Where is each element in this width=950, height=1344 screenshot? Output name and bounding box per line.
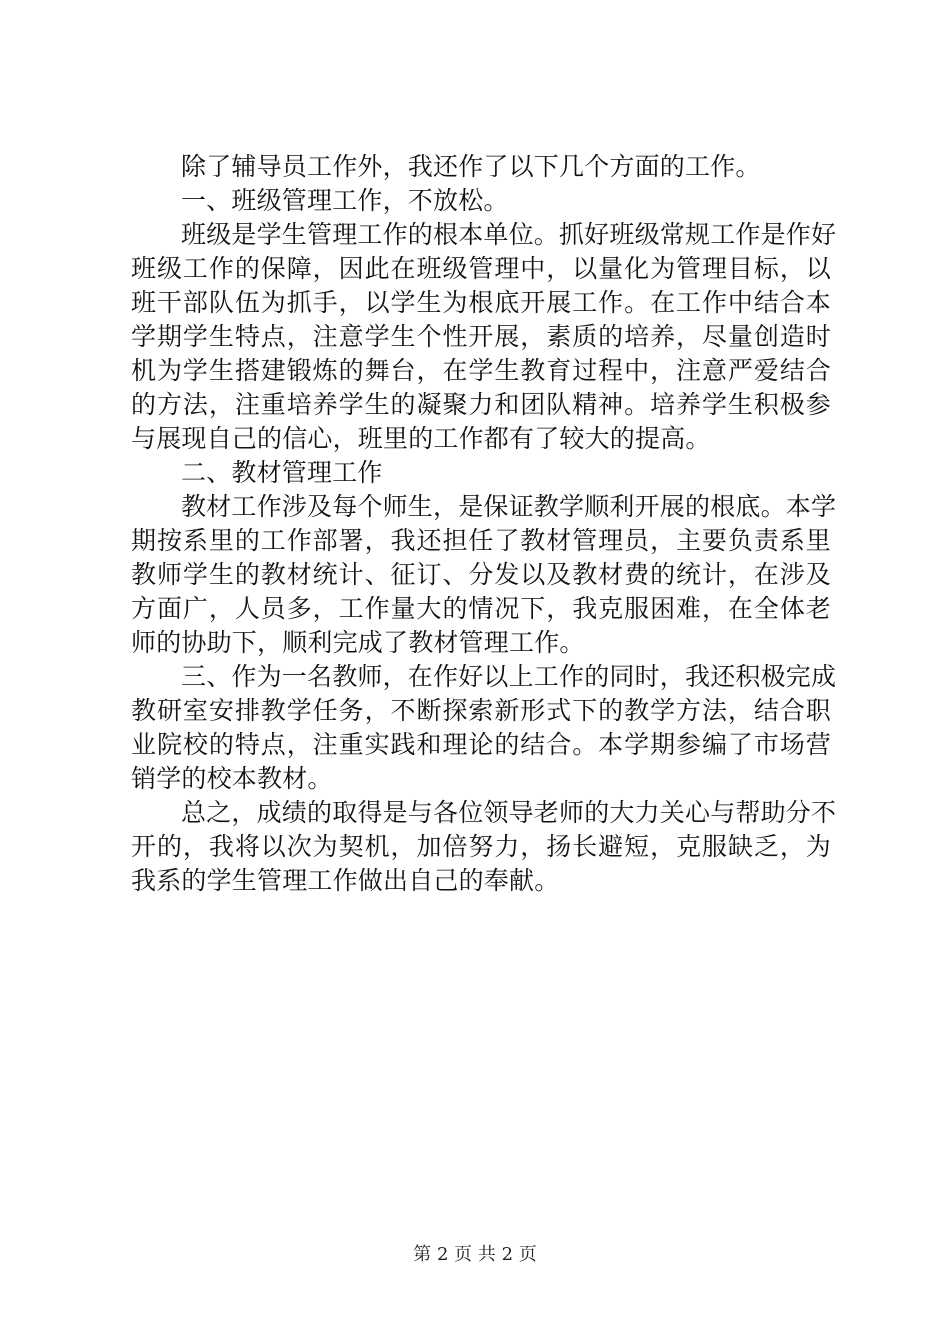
paragraph-summary-line: 总之，成绩的取得是与各位领导老师的大力关心与帮助分不 [181, 798, 837, 827]
paragraph-intro: 除了辅导员工作外，我还作了以下几个方面的工作。 [181, 152, 761, 181]
paragraph-textbook-line: 期按系里的工作部署，我还担任了教材管理员，主要负责系里 [131, 526, 831, 555]
paragraph-class-management-line: 的方法，注重培养学生的凝聚力和团队精神。培养学生积极参 [131, 390, 831, 419]
paragraph-textbook-line: 方面广，人员多，工作量大的情况下，我克服困难，在全体老 [131, 594, 831, 623]
paragraph-class-management-line: 班级工作的保障，因此在班级管理中，以量化为管理目标，以 [131, 254, 831, 283]
paragraph-summary-line: 开的，我将以次为契机，加倍努力，扬长避短，克服缺乏，为 [131, 832, 831, 861]
heading-textbook-management: 二、教材管理工作 [181, 458, 383, 487]
paragraph-teaching-line: 销学的校本教材。 [131, 764, 333, 793]
paragraph-class-management-line: 班干部队伍为抓手，以学生为根底开展工作。在工作中结合本 [131, 288, 831, 317]
paragraph-teaching-line: 教研室安排教学任务，不断探索新形式下的教学方法，结合职 [131, 696, 831, 725]
paragraph-summary-line: 我系的学生管理工作做出自己的奉献。 [131, 866, 560, 895]
paragraph-textbook-line: 师的协助下，顺利完成了教材管理工作。 [131, 628, 585, 657]
paragraph-teaching-line: 三、作为一名教师，在作好以上工作的同时，我还积极完成 [181, 662, 837, 691]
paragraph-class-management-line: 班级是学生管理工作的根本单位。抓好班级常规工作是作好 [181, 220, 837, 249]
page-number-footer: 第 2 页 共 2 页 [413, 1244, 537, 1265]
paragraph-teaching-line: 业院校的特点，注重实践和理论的结合。本学期参编了市场营 [131, 730, 831, 759]
paragraph-class-management-line: 与展现自己的信心，班里的工作都有了较大的提高。 [131, 424, 711, 453]
paragraph-class-management-line: 机为学生搭建锻炼的舞台，在学生教育过程中，注意严爱结合 [131, 356, 831, 385]
heading-class-management: 一、班级管理工作，不放松。 [181, 186, 509, 215]
paragraph-textbook-line: 教师学生的教材统计、征订、分发以及教材费的统计，在涉及 [131, 560, 831, 589]
paragraph-class-management-line: 学期学生特点，注意学生个性开展，素质的培养，尽量创造时 [131, 322, 831, 351]
document-body [131, 150, 837, 898]
paragraph-textbook-line: 教材工作涉及每个师生，是保证教学顺利开展的根底。本学 [181, 492, 837, 521]
